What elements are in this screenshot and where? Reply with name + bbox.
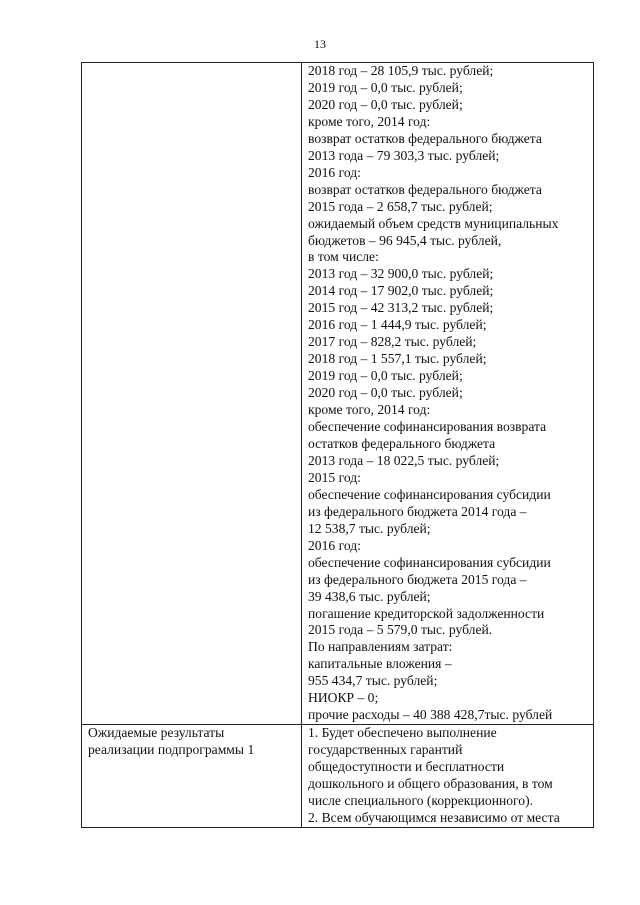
cell-text-line: 2. Всем обучающимся независимо от места [308, 809, 560, 825]
cell-text-line: 2013 года – 79 303,3 тыс. рублей; [308, 147, 500, 163]
cell-text-line: Ожидаемые результаты [88, 725, 225, 741]
cell-text-line: погашение кредиторской задолженности [308, 605, 545, 621]
cell-text-line: 1. Будет обеспечено выполнение [308, 725, 497, 741]
program-table [81, 62, 594, 828]
cell-text-line: 12 538,7 тыс. рублей; [308, 520, 431, 536]
cell-text-line: 2014 год – 17 902,0 тыс. рублей; [308, 283, 494, 299]
cell-text-line: 2015 года – 2 658,7 тыс. рублей; [308, 198, 493, 214]
cell-text-line: прочие расходы – 40 388 428,7тыс. рублей [308, 707, 553, 723]
cell-text-line: 2013 год – 32 900,0 тыс. рублей; [308, 266, 494, 282]
cell-text-line: 955 434,7 тыс. рублей; [308, 673, 438, 689]
cell-text-line: государственных гарантий [308, 742, 463, 758]
cell-text-line: в том числе: [308, 249, 379, 265]
cell-text-line: По направлениям затрат: [308, 639, 453, 655]
cell-text-line: 2017 год – 828,2 тыс. рублей; [308, 334, 477, 350]
funding-details-cell [302, 63, 594, 725]
cell-text-line: обеспечение софинансирования субсидии [308, 486, 551, 502]
cell-text-line: 2019 год – 0,0 тыс. рублей; [308, 368, 463, 384]
cell-text-line: 2016 год: [308, 164, 361, 180]
cell-text-line: 2018 год – 28 105,9 тыс. рублей; [308, 63, 494, 78]
funding-label-cell [82, 63, 302, 725]
expected-results-label-cell [82, 725, 302, 828]
cell-text-line: 2013 года – 18 022,5 тыс. рублей; [308, 452, 500, 468]
expected-results-details-cell [302, 725, 594, 828]
cell-text-line: 2020 год – 0,0 тыс. рублей; [308, 96, 463, 112]
cell-text-line: 2016 год – 1 444,9 тыс. рублей; [308, 317, 487, 333]
cell-text-line: из федерального бюджета 2015 года – [308, 571, 527, 587]
cell-text-line: остатков федерального бюджета [308, 435, 496, 451]
cell-text-line: 2015 год: [308, 469, 361, 485]
cell-text-line: дошкольного и общего образования, в том [308, 776, 553, 792]
cell-text-line: возврат остатков федерального бюджета [308, 130, 542, 146]
cell-text-line: 2018 год – 1 557,1 тыс. рублей; [308, 351, 487, 367]
cell-text-line: 2015 года – 5 579,0 тыс. рублей. [308, 622, 493, 638]
cell-text-line: кроме того, 2014 год: [308, 113, 431, 129]
cell-text-line: 39 438,6 тыс. рублей; [308, 588, 431, 604]
table-row-funding [82, 63, 594, 725]
page-number: 13 [314, 37, 326, 51]
cell-text-line: возврат остатков федерального бюджета [308, 181, 542, 197]
cell-text-line: НИОКР – 0; [308, 690, 379, 706]
cell-text-line: 2016 год: [308, 537, 361, 553]
cell-text-line: обеспечение софинансирования возврата [308, 419, 547, 435]
cell-text-line: 2020 год – 0,0 тыс. рублей; [308, 385, 463, 401]
cell-text-line: из федерального бюджета 2014 года – [308, 503, 527, 519]
table-row-expected-results [82, 725, 594, 828]
cell-text-line: ожидаемый объем средств муниципальных [308, 215, 559, 231]
cell-text-line: общедоступности и бесплатности [308, 759, 505, 775]
cell-text-line: числе специального (коррекционного). [308, 792, 534, 808]
cell-text-line: бюджетов – 96 945,4 тыс. рублей, [308, 232, 502, 248]
cell-text-line: 2019 год – 0,0 тыс. рублей; [308, 79, 463, 95]
cell-text-line: обеспечение софинансирования субсидии [308, 554, 551, 570]
cell-text-line: кроме того, 2014 год: [308, 402, 431, 418]
cell-text-line: реализации подпрограммы 1 [88, 742, 255, 758]
cell-text-line: 2015 год – 42 313,2 тыс. рублей; [308, 300, 494, 316]
cell-text-line: капитальные вложения – [308, 656, 452, 672]
